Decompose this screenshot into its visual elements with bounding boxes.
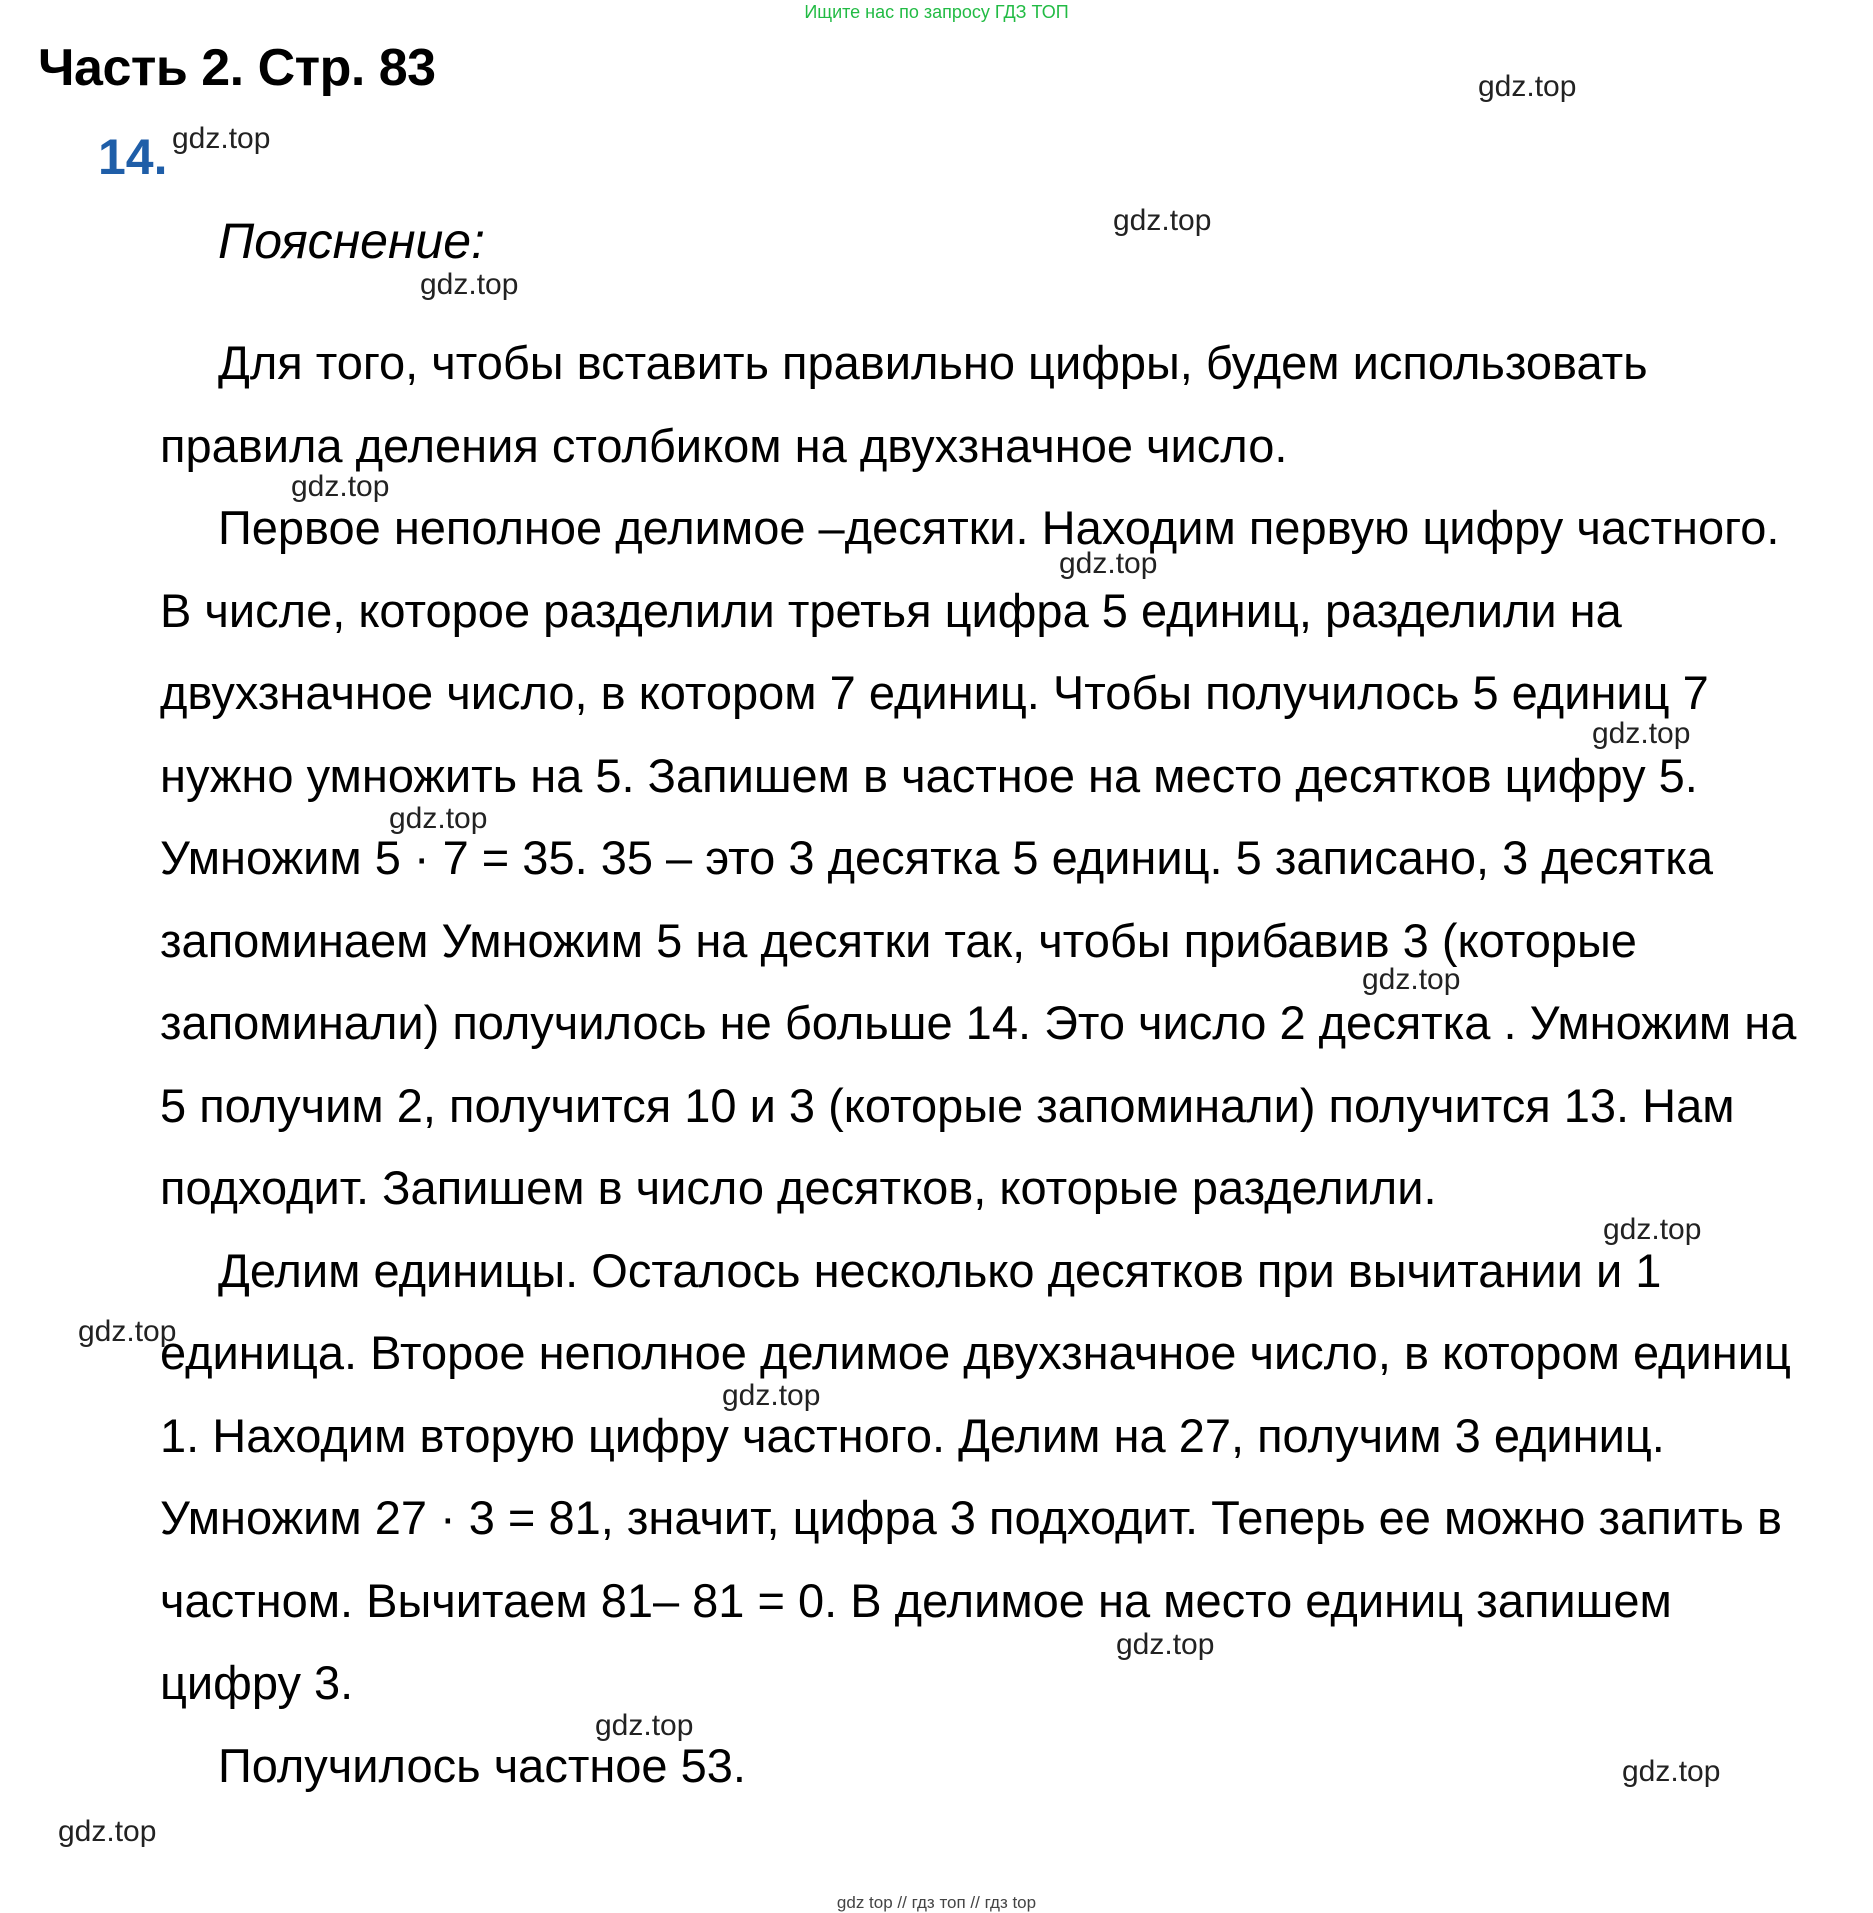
watermark: gdz.top (1059, 547, 1158, 580)
watermark: gdz.top (1116, 1628, 1215, 1661)
paragraph: Делим единицы. Осталось несколько десятков при вычитании и 1 единица. Второе неполное делимое двухзначное число, в котором единиц 1. Находим вторую цифру частного. Делим на 27, получим 3 единиц. Умножим 27 · 3 = 81, значит, цифра 3 подходит. Теперь ее можно запить в частном. Вычитаем 81– 81 = 0. В делимое на место единиц запишем цифру 3. (160, 1243, 1791, 1709)
footer-watermark: gdz top // гдз топ // гдз top (836, 1893, 1037, 1912)
paragraph: Для того, чтобы вставить правильно цифры, будем использовать правила деления столбиком на двухзначное число. (160, 336, 1648, 472)
paragraph: Получилось частное 53. (218, 1738, 746, 1792)
watermark: gdz.top (389, 802, 488, 835)
task-number: 14. (98, 129, 168, 185)
watermark: gdz.top (722, 1379, 821, 1412)
watermark: gdz.top (1478, 70, 1577, 103)
watermark: gdz.top (1362, 963, 1461, 996)
explanation-heading: Пояснение: (218, 213, 485, 269)
watermark: gdz.top (58, 1815, 157, 1848)
watermark: gdz.top (1622, 1755, 1721, 1788)
page-title: Часть 2. Стр. 83 (38, 39, 436, 97)
top-banner: Ищите нас по запросу ГДЗ ТОП (804, 2, 1069, 22)
paragraph: Первое неполное делимое –десятки. Находим первую цифру частного. В числе, которое разделили третья цифра 5 единиц, разделили на двухзначное число, в котором 7 единиц. Чтобы получилось 5 единиц 7 нужно умножить на 5. Запишем в частное на место десятков цифру 5. Умножим 5 · 7 = 35. 35 – это 3 десятка 5 единиц. 5 записано, 3 десятка запоминаем Умножим 5 на десятки так, чтобы прибавив 3 (которые запоминали) получилось не больше 14. Это число 2 десятка . Умножим на 5 получим 2, получится 10 и 3 (которые запоминали) получится 13. Нам подходит. Запишем в число десятков, которые разделили. (160, 501, 1797, 1214)
watermark: gdz.top (78, 1315, 177, 1348)
watermark: gdz.top (1592, 717, 1691, 750)
explanation-body (160, 322, 1820, 1807)
watermark: gdz.top (420, 268, 519, 301)
watermark: gdz.top (1113, 204, 1212, 237)
watermark: gdz.top (172, 122, 271, 155)
watermark: gdz.top (595, 1709, 694, 1742)
watermark: gdz.top (1603, 1213, 1702, 1246)
watermark: gdz.top (291, 470, 390, 503)
